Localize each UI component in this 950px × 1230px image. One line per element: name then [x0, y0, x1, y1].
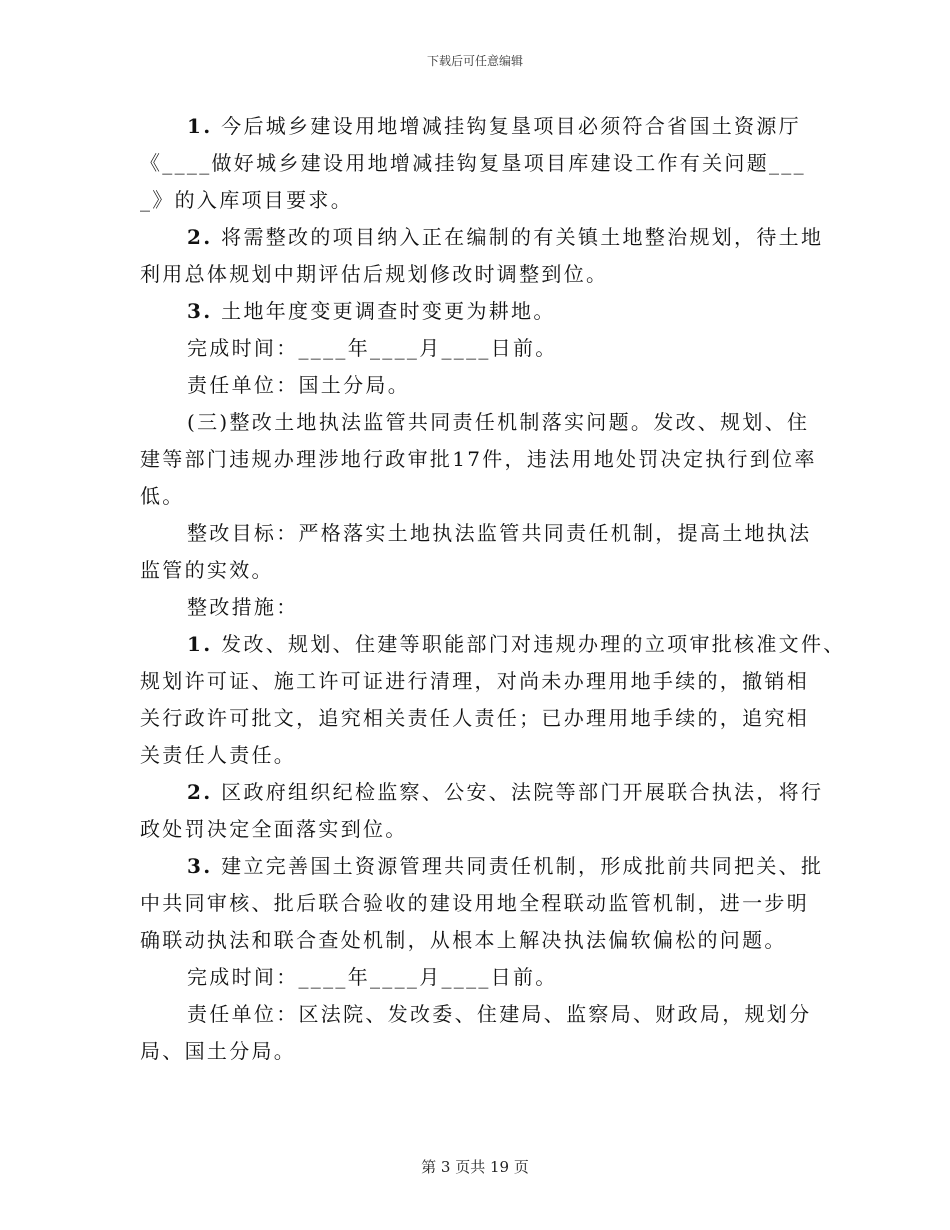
list-number: 1. [187, 632, 213, 656]
line-text: 关责任人责任。 [140, 743, 297, 767]
body-line [140, 737, 830, 774]
body-line [140, 811, 830, 848]
line-text: 《____做好城乡建设用地增减挂钩复垦项目库建设工作有关问题___ [140, 151, 806, 175]
body-line [140, 219, 830, 256]
line-text: 发改、规划、住建等职能部门对违规办理的立项审批核准文件、 [221, 632, 846, 656]
line-text: 整改目标：严格落实土地执法监管共同责任机制，提高土地执法 [187, 521, 812, 545]
list-number: 3. [187, 854, 213, 878]
line-text: 区政府组织纪检监察、公安、法院等部门开展联合执法，将行 [221, 780, 824, 804]
body-line [140, 367, 830, 404]
line-text: 关行政许可批文，追究相关责任人责任；已办理用地手续的，追究相 [140, 706, 809, 730]
body-line [140, 182, 830, 219]
body-line [140, 663, 830, 700]
line-text: 低。 [140, 484, 185, 508]
list-number: 3. [187, 299, 213, 323]
line-text: 今后城乡建设用地增减挂钩复垦项目必须符合省国土资源厅 [221, 114, 801, 138]
body-line [140, 478, 830, 515]
line-text: 责任单位：国土分局。 [187, 373, 410, 397]
body-line [140, 774, 830, 811]
body-line [140, 330, 830, 367]
page-footer: 第 3 页共 19 页 [421, 1158, 529, 1176]
line-text: 建立完善国土资源管理共同责任机制，形成批前共同把关、批 [221, 854, 824, 878]
body-line [140, 885, 830, 922]
body-line [140, 959, 830, 996]
body-line [140, 700, 830, 737]
body-line [140, 589, 830, 626]
line-text: 整改措施： [187, 595, 299, 619]
line-text: _》的入库项目要求。 [140, 188, 353, 212]
line-text: 土地年度变更调查时变更为耕地。 [221, 299, 556, 323]
page-header: 下载后可任意编辑 [426, 54, 523, 68]
line-text: 局、国土分局。 [140, 1039, 297, 1063]
body-line [140, 293, 830, 330]
line-text: 中共同审核、批后联合验收的建设用地全程联动监管机制，进一步明 [140, 891, 809, 915]
list-number: 1. [187, 114, 213, 138]
body-line [140, 996, 830, 1033]
line-text: 规划许可证、施工许可证进行清理，对尚未办理用地手续的，撤销相 [140, 669, 809, 693]
line-text: 建等部门违规办理涉地行政审批17件，违法用地处罚决定执行到位率 [140, 447, 817, 471]
line-text: 监管的实效。 [140, 558, 274, 582]
list-number: 2. [187, 780, 213, 804]
body-line [140, 145, 830, 182]
line-text: 利用总体规划中期评估后规划修改时调整到位。 [140, 262, 609, 286]
body-line [140, 552, 830, 589]
document-body [140, 108, 846, 1070]
body-line [140, 256, 830, 293]
body-line [140, 848, 830, 885]
body-line [140, 404, 830, 441]
body-line [140, 626, 846, 663]
line-text: 政处罚决定全面落实到位。 [140, 817, 408, 841]
line-text: 将需整改的项目纳入正在编制的有关镇土地整治规划，待土地 [221, 225, 824, 249]
body-line [140, 1033, 830, 1070]
body-line [140, 515, 830, 552]
body-line [140, 441, 830, 478]
line-text: 完成时间：____年____月____日前。 [187, 965, 558, 989]
body-line [140, 108, 830, 145]
line-text: 完成时间：____年____月____日前。 [187, 336, 558, 360]
line-text: 确联动执法和联合查处机制，从根本上解决执法偏软偏松的问题。 [140, 928, 787, 952]
line-text: (三)整改土地执法监管共同责任机制落实问题。发改、规划、住 [187, 410, 810, 434]
list-number: 2. [187, 225, 213, 249]
line-text: 责任单位：区法院、发改委、住建局、监察局、财政局，规划分 [187, 1002, 812, 1026]
body-line [140, 922, 830, 959]
